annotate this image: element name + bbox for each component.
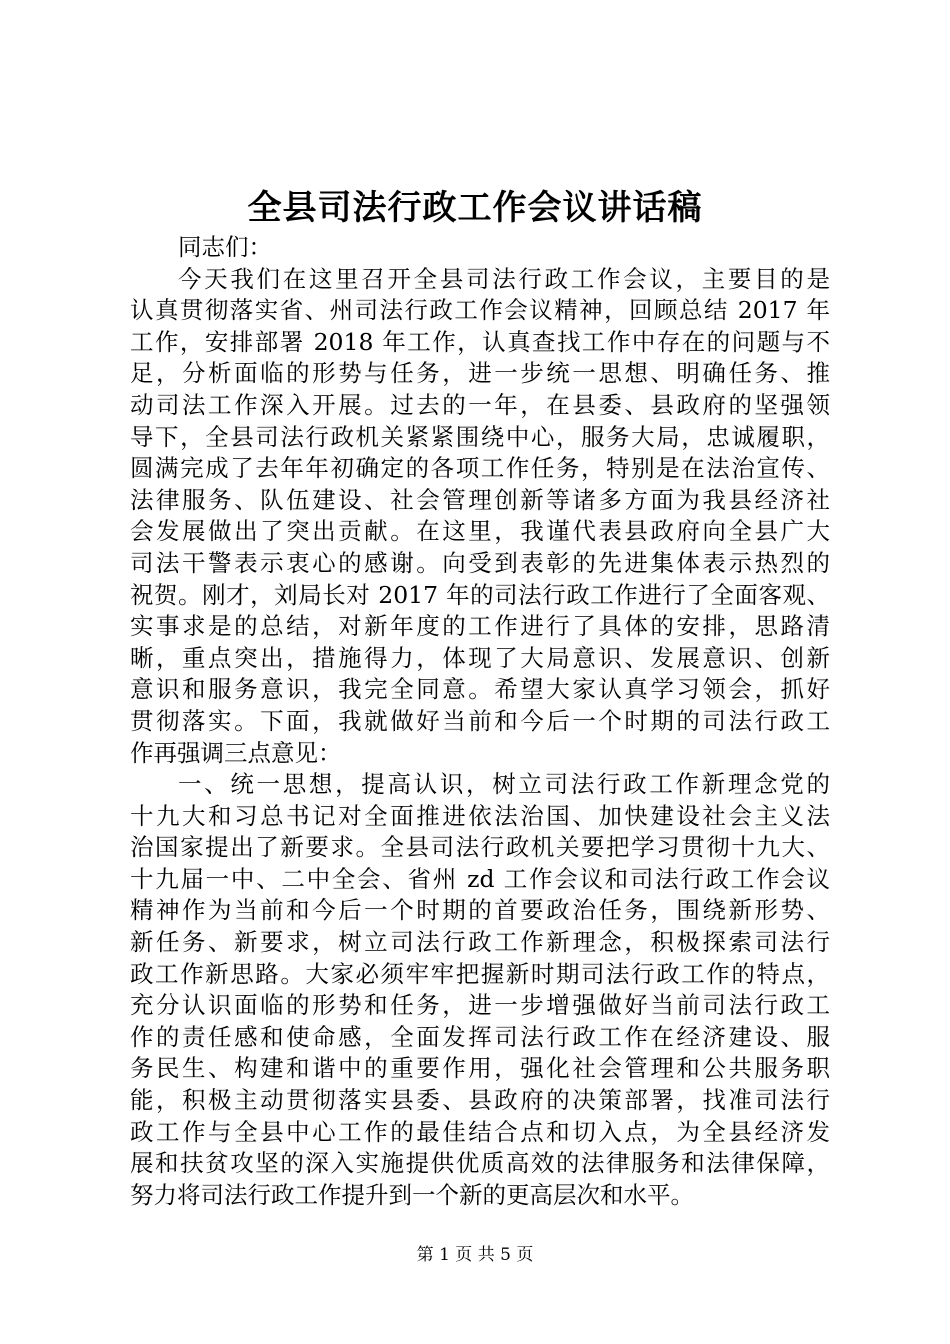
salutation-line: 同志们： (178, 233, 272, 261)
text-line: 新任务、新要求，树立司法行政工作新理念，积极探索司法行 (130, 928, 830, 957)
text-line: 足，分析面临的形势与任务，进一步统一思想、明确任务、推 (130, 359, 830, 388)
text-line: 晰，重点突出，措施得力，体现了大局意识、发展意识、创新 (130, 643, 830, 672)
text-line: 展和扶贫攻坚的深入实施提供优质高效的法律服务和法律保障， (130, 1149, 830, 1178)
text-line: 法律服务、队伍建设、社会管理创新等诸多方面为我县经济社 (130, 485, 830, 514)
text-line: 作再强调三点意见： (130, 738, 342, 767)
text-line: 精神作为当前和今后一个时期的首要政治任务，围绕新形势、 (130, 896, 830, 925)
text-line: 贯彻落实。下面，我就做好当前和今后一个时期的司法行政工 (130, 706, 830, 735)
text-line: 努力将司法行政工作提升到一个新的更高层次和水平。 (130, 1180, 694, 1209)
text-line: 司法干警表示衷心的感谢。向受到表彰的先进集体表示热烈的 (130, 548, 830, 577)
text-line: 祝贺。刚才，刘局长对 2017 年的司法行政工作进行了全面客观、 (130, 580, 830, 609)
text-line: 治国家提出了新要求。全县司法行政机关要把学习贯彻十九大、 (130, 833, 830, 862)
text-line: 务民生、构建和谐中的重要作用，强化社会管理和公共服务职 (130, 1054, 830, 1083)
text-line: 充分认识面临的形势和任务，进一步增强做好当前司法行政工 (130, 991, 830, 1020)
page-number-footer: 第 1 页 共 5 页 (416, 1245, 534, 1265)
document-title: 全县司法行政工作会议讲话稿 (247, 188, 703, 228)
text-line: 圆满完成了去年年初确定的各项工作任务，特别是在法治宣传、 (130, 454, 830, 483)
section-heading-line: 一、统一思想，提高认识，树立司法行政工作新理念党的 (178, 770, 830, 799)
text-line: 实事求是的总结，对新年度的工作进行了具体的安排，思路清 (130, 612, 830, 641)
text-line: 十九大和习总书记对全面推进依法治国、加快建设社会主义法 (130, 801, 830, 830)
text-line: 导下，全县司法行政机关紧紧围绕中心，服务大局，忠诚履职， (130, 422, 830, 451)
text-line: 能，积极主动贯彻落实县委、县政府的决策部署，找准司法行 (130, 1086, 830, 1115)
text-line: 政工作新思路。大家必须牢牢把握新时期司法行政工作的特点， (130, 959, 830, 988)
text-line: 意识和服务意识，我完全同意。希望大家认真学习领会，抓好 (130, 675, 830, 704)
text-line: 会发展做出了突出贡献。在这里，我谨代表县政府向全县广大 (130, 517, 830, 546)
text-line: 动司法工作深入开展。过去的一年，在县委、县政府的坚强领 (130, 390, 830, 419)
text-line: 十九届一中、二中全会、省州 zd 工作会议和司法行政工作会议 (130, 864, 830, 893)
text-line: 认真贯彻落实省、州司法行政工作会议精神，回顾总结 2017 年 (130, 296, 830, 325)
text-line: 政工作与全县中心工作的最佳结合点和切入点，为全县经济发 (130, 1117, 830, 1146)
document-body (130, 232, 830, 1211)
text-line: 今天我们在这里召开全县司法行政工作会议，主要目的是 (178, 264, 830, 293)
text-line: 工作，安排部署 2018 年工作，认真查找工作中存在的问题与不 (130, 327, 830, 356)
text-line: 作的责任感和使命感，全面发挥司法行政工作在经济建设、服 (130, 1022, 830, 1051)
